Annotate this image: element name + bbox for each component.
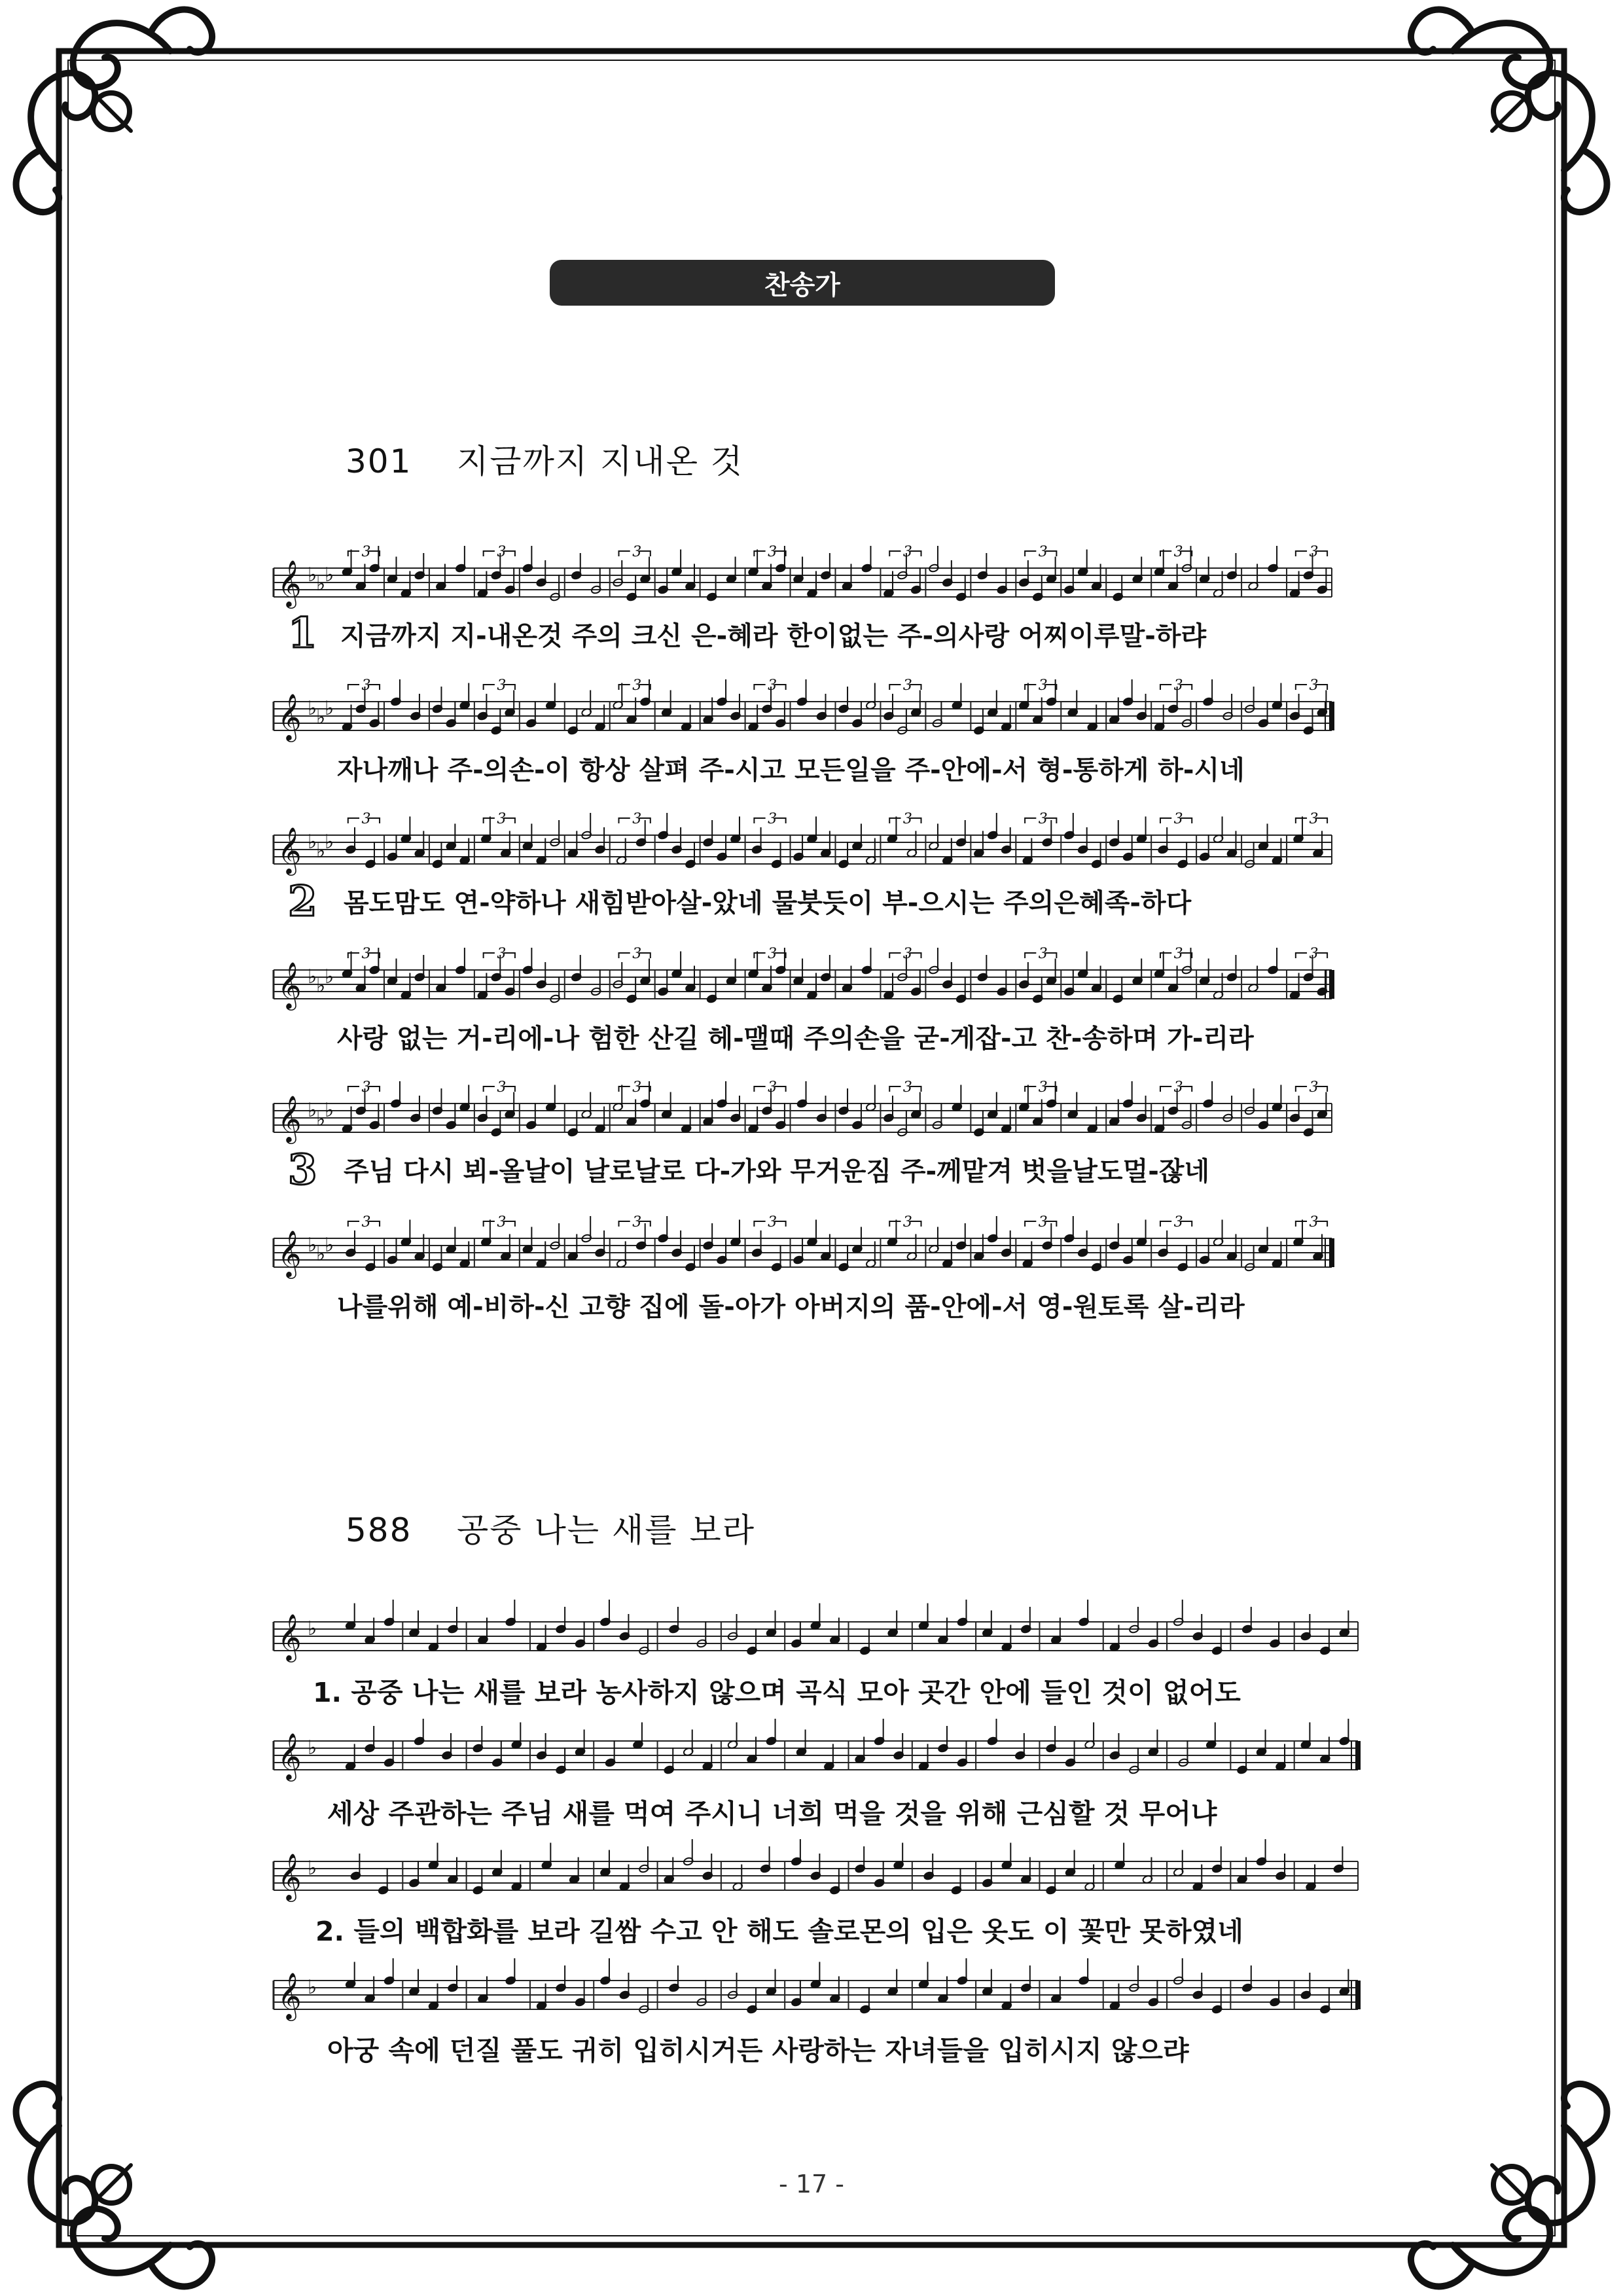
svg-text:♭: ♭ [308, 564, 317, 586]
svg-text:3: 3 [1309, 1079, 1319, 1096]
svg-text:3: 3 [768, 677, 777, 694]
svg-text:3: 3 [1309, 946, 1319, 962]
svg-text:𝄞: 𝄞 [277, 961, 302, 1009]
svg-text:3: 3 [497, 677, 507, 694]
svg-text:𝄞: 𝄞 [277, 559, 302, 607]
hymn-number: 588 [346, 1511, 412, 1549]
svg-text:♭: ♭ [325, 564, 334, 586]
svg-text:♭: ♭ [316, 840, 326, 863]
verse-number: 1 [288, 609, 317, 658]
svg-text:3: 3 [768, 946, 777, 962]
svg-text:3: 3 [632, 1214, 642, 1230]
lyric-line: 지금까지 지-내온것 주의 크신 은-혜라 한이없는 주-의사랑 어찌이루말-하랴 [340, 621, 1207, 651]
svg-text:𝄞: 𝄞 [277, 826, 302, 874]
svg-text:♭: ♭ [308, 1736, 317, 1759]
svg-text:3: 3 [768, 1214, 777, 1230]
section-title: 찬송가 [764, 270, 840, 300]
svg-text:♭: ♭ [316, 706, 326, 729]
svg-text:3: 3 [1173, 811, 1183, 827]
music-staff [274, 1600, 1358, 1662]
svg-text:3: 3 [768, 1079, 777, 1096]
svg-text:3: 3 [497, 946, 507, 962]
music-staff [274, 946, 1332, 1011]
music-staff [274, 544, 1332, 609]
svg-text:3: 3 [1173, 1079, 1183, 1096]
lyric-line: 1. 공중 나는 새를 보라 농사하지 않으며 곡식 모아 곳간 안에 들인 것이 없어도 [313, 1677, 1241, 1708]
svg-text:𝄞: 𝄞 [277, 1094, 302, 1142]
svg-text:3: 3 [1038, 1079, 1048, 1096]
svg-text:𝄞: 𝄞 [277, 1971, 302, 2019]
svg-text:3: 3 [902, 1214, 912, 1230]
svg-text:3: 3 [497, 811, 507, 827]
svg-text:3: 3 [1309, 677, 1319, 694]
svg-text:3: 3 [497, 1079, 507, 1096]
svg-text:𝄞: 𝄞 [277, 692, 302, 740]
svg-text:3: 3 [632, 544, 642, 560]
svg-text:♭: ♭ [325, 965, 334, 988]
svg-text:3: 3 [902, 677, 912, 694]
svg-text:♭: ♭ [308, 965, 317, 988]
svg-text:3: 3 [1173, 677, 1183, 694]
svg-text:3: 3 [497, 544, 507, 560]
svg-text:♭: ♭ [316, 1108, 326, 1131]
svg-text:♭: ♭ [308, 1617, 317, 1640]
svg-text:3: 3 [361, 1214, 371, 1230]
svg-text:♭: ♭ [325, 1099, 334, 1122]
svg-text:3: 3 [1173, 946, 1183, 962]
svg-text:𝄞: 𝄞 [277, 1852, 302, 1900]
lyric-line: 2. 들의 백합화를 보라 길쌈 수고 안 해도 솔로몬의 입은 옷도 이 꽃만 못하였네 [315, 1916, 1243, 1947]
svg-text:♭: ♭ [308, 1099, 317, 1122]
svg-text:𝄞: 𝄞 [277, 1732, 302, 1780]
music-staff [274, 677, 1332, 742]
svg-text:3: 3 [1038, 946, 1048, 962]
svg-text:3: 3 [361, 677, 371, 694]
svg-text:3: 3 [1309, 811, 1319, 827]
svg-text:3: 3 [1173, 544, 1183, 560]
music-staff [274, 1214, 1332, 1279]
svg-text:3: 3 [1038, 544, 1048, 560]
svg-text:♭: ♭ [308, 831, 317, 853]
svg-text:3: 3 [497, 1214, 507, 1230]
svg-text:3: 3 [361, 811, 371, 827]
svg-text:3: 3 [632, 1079, 642, 1096]
svg-text:3: 3 [361, 544, 371, 560]
music-staff [274, 1719, 1358, 1782]
svg-text:♭: ♭ [325, 1234, 334, 1257]
svg-text:3: 3 [361, 946, 371, 962]
svg-text:♭: ♭ [325, 831, 334, 853]
hymn-name: 공중 나는 새를 보라 [457, 1511, 756, 1549]
svg-text:3: 3 [1309, 1214, 1319, 1230]
verse-number: 2 [288, 877, 317, 926]
svg-text:3: 3 [1038, 811, 1048, 827]
svg-text:3: 3 [1038, 1214, 1048, 1230]
verse-number: 3 [288, 1145, 317, 1194]
lyric-line: 사랑 없는 거-리에-나 험한 산길 헤-맬때 주의손을 굳-게잡-고 찬-송하며 가-리라 [337, 1024, 1254, 1054]
svg-text:♭: ♭ [316, 1243, 326, 1266]
svg-text:𝄞: 𝄞 [277, 1229, 302, 1277]
svg-text:♭: ♭ [325, 697, 334, 720]
svg-text:3: 3 [768, 544, 777, 560]
svg-text:3: 3 [632, 946, 642, 962]
svg-text:3: 3 [1038, 677, 1048, 694]
svg-text:3: 3 [361, 1079, 371, 1096]
svg-text:♭: ♭ [316, 975, 326, 997]
svg-text:3: 3 [632, 811, 642, 827]
hymn-name: 지금까지 지내온 것 [457, 442, 744, 480]
lyric-line: 주님 다시 뵈-올날이 날로날로 다-가와 무거운짐 주-께맡겨 벗을날도멀-잖네 [344, 1157, 1210, 1187]
page-number: - 17 - [779, 2170, 844, 2198]
svg-text:3: 3 [902, 811, 912, 827]
svg-text:3: 3 [768, 811, 777, 827]
svg-text:♭: ♭ [308, 1857, 317, 1880]
svg-text:♭: ♭ [308, 1976, 317, 1999]
svg-text:3: 3 [632, 677, 642, 694]
music-staff [274, 1839, 1358, 1902]
hymn-number: 301 [346, 442, 412, 480]
svg-text:3: 3 [902, 1079, 912, 1096]
lyric-line: 나를위해 예-비하-신 고향 집에 돌-아가 아버지의 품-안에-서 영-원토록 살-리라 [337, 1292, 1245, 1322]
svg-text:3: 3 [902, 544, 912, 560]
lyric-line: 세상 주관하는 주님 새를 먹여 주시니 너희 먹을 것을 위해 근심할 것 무어냐 [327, 1798, 1217, 1829]
lyric-line: 몸도맘도 연-약하나 새힘받아살-았네 물붓듯이 부-으시는 주의은혜족-하다 [344, 888, 1192, 918]
svg-text:3: 3 [902, 946, 912, 962]
svg-text:𝄞: 𝄞 [277, 1613, 302, 1660]
svg-text:3: 3 [1309, 544, 1319, 560]
svg-text:3: 3 [1173, 1214, 1183, 1230]
svg-text:♭: ♭ [308, 1234, 317, 1257]
music-staff [274, 1079, 1332, 1144]
svg-text:♭: ♭ [316, 573, 326, 596]
lyric-line: 아궁 속에 던질 풀도 귀히 입히시거든 사랑하는 자녀들을 입히시지 않으랴 [327, 2035, 1189, 2066]
music-staff [274, 811, 1332, 876]
svg-text:♭: ♭ [308, 697, 317, 720]
lyric-line: 자나깨나 주-의손-이 항상 살펴 주-시고 모든일을 주-안에-서 형-통하게 하-시네 [337, 755, 1245, 785]
music-staff [274, 1958, 1358, 2021]
